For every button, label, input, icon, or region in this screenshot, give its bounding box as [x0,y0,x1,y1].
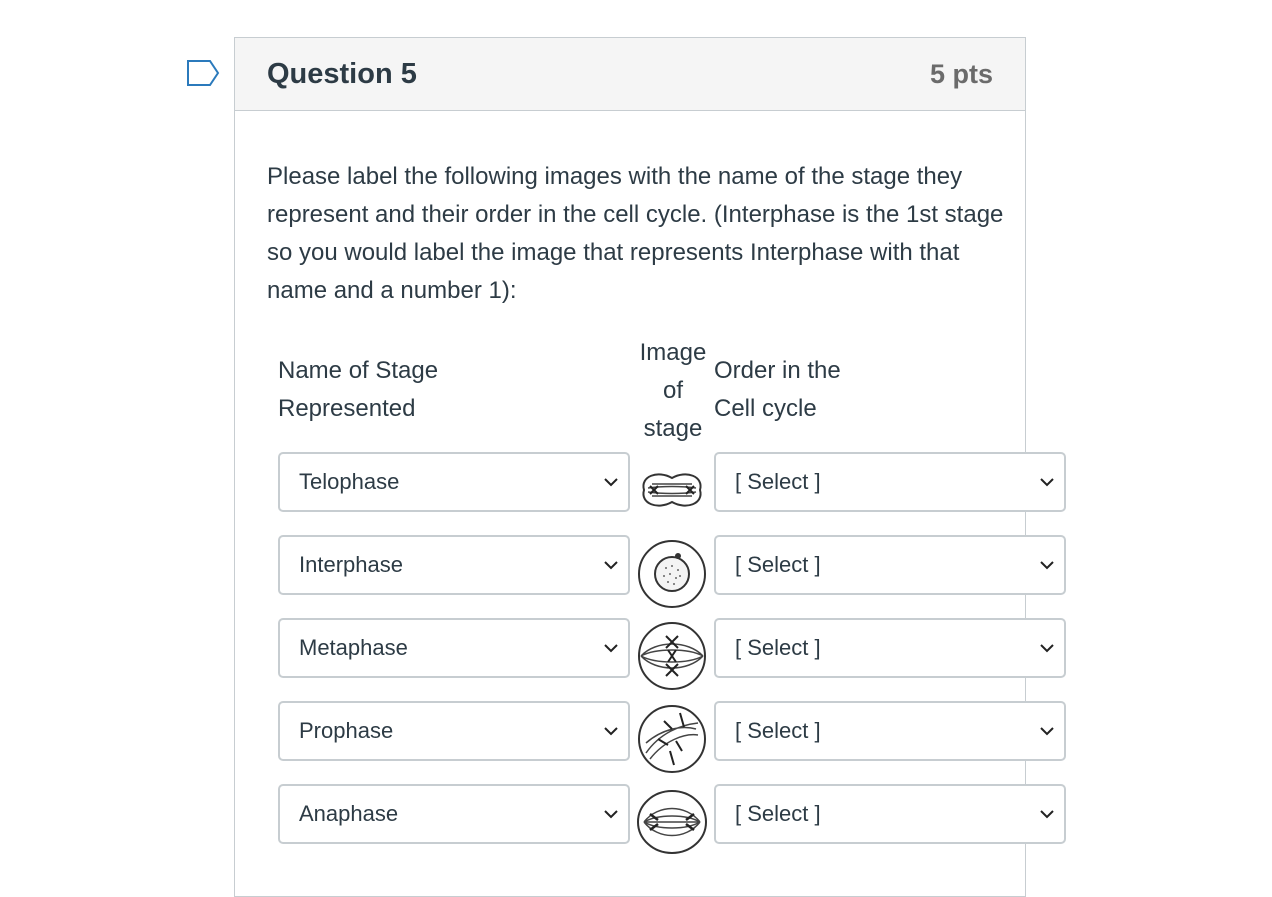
column-header-image [633,334,713,448]
order-select-4[interactable] [714,701,1066,761]
chevron-down-icon [1040,560,1054,570]
chevron-down-icon [604,726,618,736]
anaphase-cell-icon [636,786,708,858]
chevron-down-icon [1040,643,1054,653]
order-value: [ Select ] [735,552,821,577]
stage-name-select-2[interactable] [278,535,630,595]
stage-name-select-5[interactable] [278,784,630,844]
interphase-cell-icon [636,538,708,610]
order-select-2[interactable] [714,535,1066,595]
stage-name-value: Anaphase [299,801,399,826]
question-title: Question 5 [267,57,417,90]
column-header-name-line2: Represented [278,395,416,422]
chevron-down-icon [604,560,618,570]
question-text: Please label the following images with the name of the stage they represent and their order in the cell cycle. (Interphase is the 1st stage so you would label the image that represents Interphase with that name and a number 1): [267,163,1004,304]
order-select-5[interactable] [714,784,1066,844]
chevron-down-icon [1040,726,1054,736]
chevron-down-icon [604,643,618,653]
column-header-image-line2: of [662,377,683,404]
stage-name-value: Metaphase [299,635,408,660]
order-value: [ Select ] [735,718,821,743]
column-header-image-line1: Image [639,339,707,366]
stage-name-select-1[interactable] [278,452,630,512]
metaphase-cell-icon [636,620,708,692]
order-value: [ Select ] [735,801,821,826]
stage-name-value: Telophase [299,469,400,494]
stage-name-value: Interphase [299,552,403,577]
column-header-name [278,352,438,428]
order-select-3[interactable] [714,618,1066,678]
order-select-1[interactable] [714,452,1066,512]
prophase-cell-icon [636,703,708,775]
order-value: [ Select ] [735,635,821,660]
telophase-cell-icon [636,454,708,526]
column-header-image-line3: stage [643,415,703,442]
flag-question-icon[interactable] [186,59,220,87]
chevron-down-icon [604,477,618,487]
order-value: [ Select ] [735,469,821,494]
column-header-order-line2: Cell cycle [714,395,817,422]
column-header-order-line1: Order in the [714,357,841,384]
stage-name-select-4[interactable] [278,701,630,761]
column-header-name-line1: Name of Stage [278,357,439,384]
chevron-down-icon [1040,477,1054,487]
chevron-down-icon [1040,809,1054,819]
chevron-down-icon [604,809,618,819]
stage-name-value: Prophase [299,718,394,743]
question-points: 5 pts [929,58,993,89]
question-header [235,38,1025,111]
stage-name-select-3[interactable] [278,618,630,678]
column-header-order [714,352,841,428]
